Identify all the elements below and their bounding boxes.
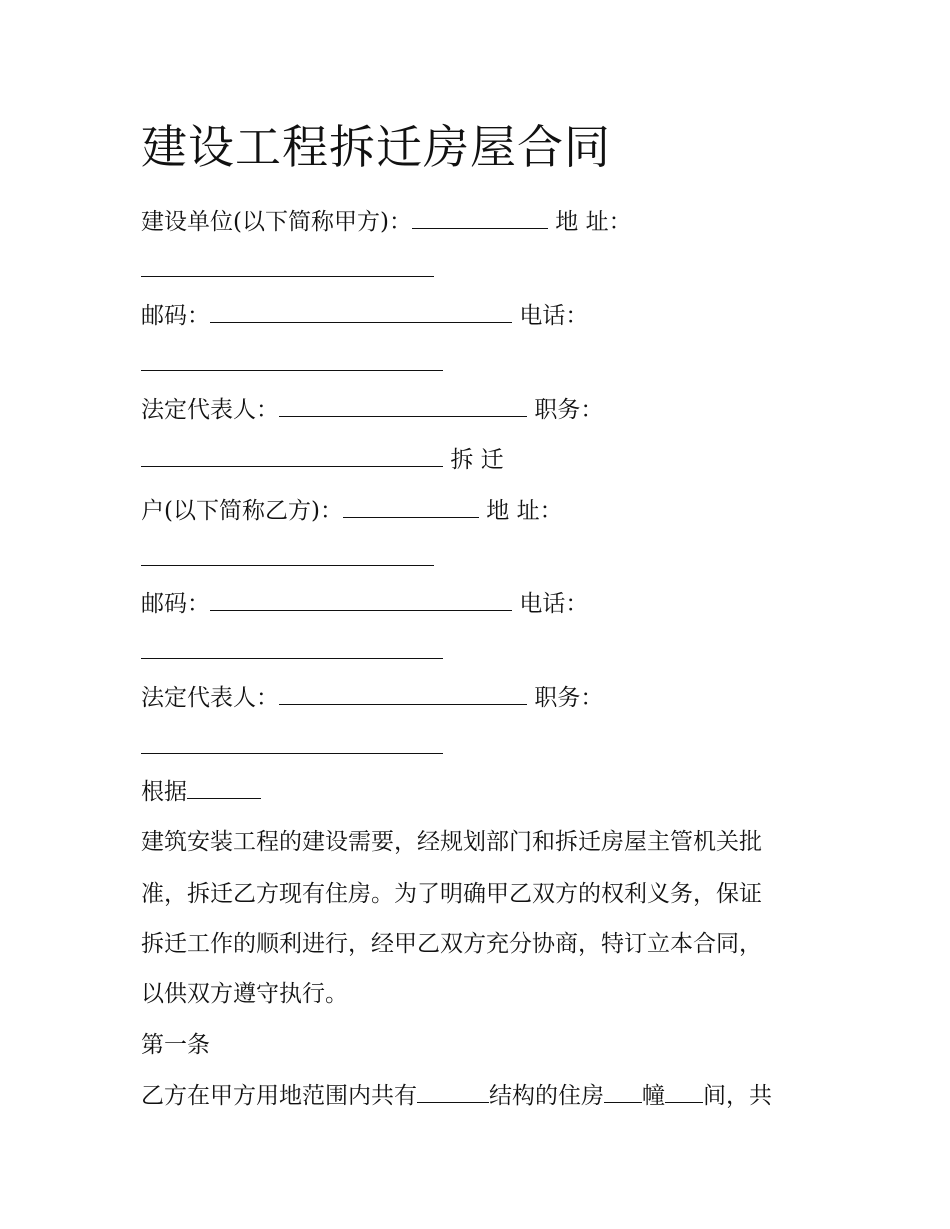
party-a-rep-label: 法定代表人： [141,397,279,423]
party-b-phone-blank-line [141,636,443,668]
article-1-text-4: 间，共 [703,1083,772,1109]
party-b-phone-blank[interactable] [141,636,443,659]
article-1-text-1: 乙方在甲方用地范围内共有 [141,1083,417,1109]
party-b-address-blank[interactable] [141,543,434,566]
party-b-position-label: 职务： [534,685,604,711]
party-a-address-blank-line [141,254,434,286]
article-1-room-count-blank[interactable] [665,1080,703,1103]
party-a-position-blank[interactable] [141,444,443,467]
basis-label: 根据 [141,779,187,805]
party-b-phone-label: 电话： [519,591,589,617]
party-a-name-blank[interactable] [412,206,548,229]
party-b-postcode-line [141,588,588,620]
article-1-building-count-blank[interactable] [604,1080,642,1103]
party-b-unit-line [141,495,563,527]
party-a-address-label: 地 址： [555,209,632,235]
article-1-text-line [141,1080,772,1112]
party-a-label: 建设单位(以下简称甲方)： [141,209,412,235]
party-b-postcode-label: 邮码： [141,591,210,617]
party-a-phone-blank[interactable] [141,348,443,371]
party-a-phone-label: 电话： [519,303,589,329]
party-a-position-label: 职务： [534,397,604,423]
preamble-line: 拆迁工作的顺利进行，经甲乙双方充分协商，特订立本合同， [141,931,762,957]
party-a-postcode-label: 邮码： [141,303,210,329]
preamble-line: 准，拆迁乙方现有住房。为了明确甲乙双方的权利义务，保证 [141,881,762,907]
preamble-line: 以供双方遵守执行。 [141,981,348,1007]
party-a-position-blank-line [141,444,504,476]
party-b-rep-line [141,682,603,714]
article-1-text-3: 幢 [642,1083,665,1109]
party-a-unit-line [141,206,632,238]
party-a-phone-blank-line [141,348,443,380]
party-b-postcode-blank[interactable] [210,588,512,611]
party-a-address-blank[interactable] [141,254,434,277]
party-a-rep-line [141,394,603,426]
party-b-position-blank[interactable] [141,731,443,754]
basis-line [141,776,261,808]
party-a-rep-blank[interactable] [279,394,527,417]
party-a-postcode-line [141,300,588,332]
party-a-postcode-blank[interactable] [210,300,512,323]
party-b-name-blank[interactable] [343,495,479,518]
party-b-position-blank-line [141,731,443,763]
article-1-heading: 第一条 [141,1032,210,1058]
basis-blank[interactable] [187,776,261,799]
document-title: 建设工程拆迁房屋合同 [141,120,611,174]
party-b-rep-blank[interactable] [279,682,527,705]
party-b-label-prefix: 拆 迁 [450,447,504,473]
preamble-line: 建筑安装工程的建设需要，经规划部门和拆迁房屋主管机关批 [141,829,762,855]
party-b-address-blank-line [141,543,434,575]
article-1-structure-blank[interactable] [417,1080,489,1103]
article-1-text-2: 结构的住房 [489,1083,604,1109]
party-b-address-label: 地 址： [486,498,563,524]
party-b-label: 户(以下简称乙方)： [141,498,343,524]
party-b-rep-label: 法定代表人： [141,685,279,711]
